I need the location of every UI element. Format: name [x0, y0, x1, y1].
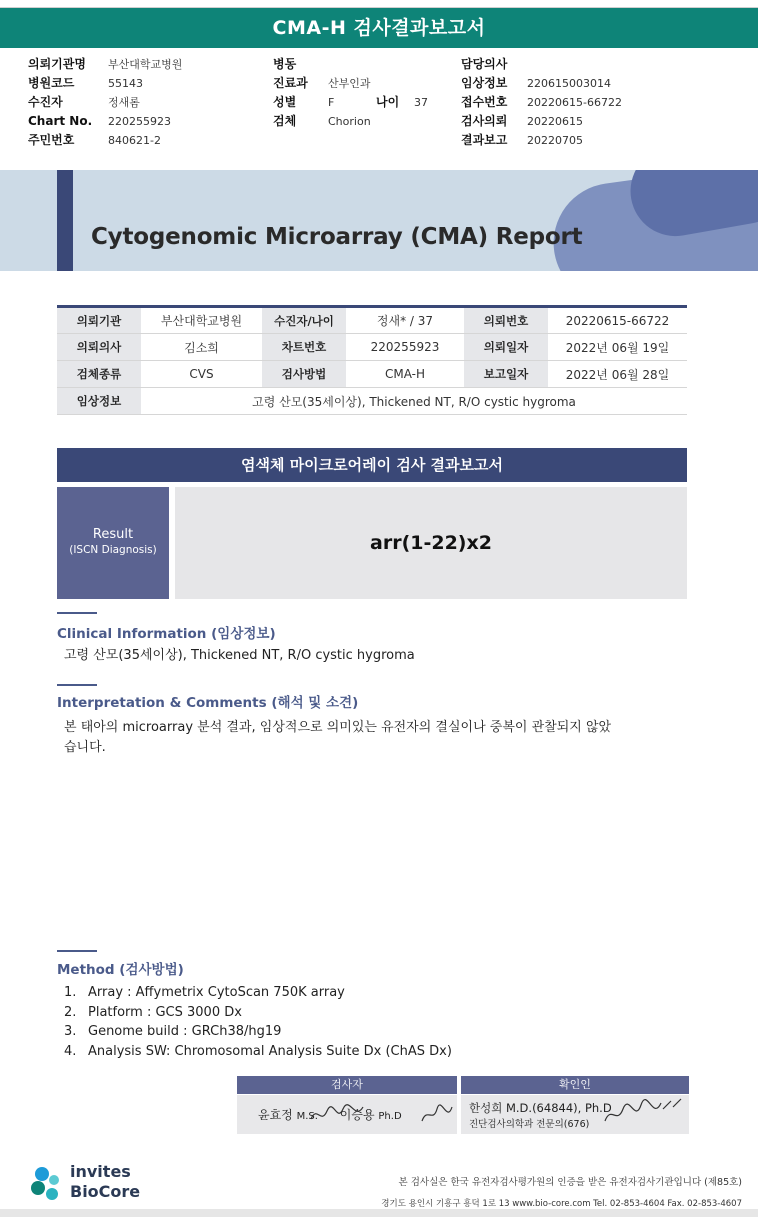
field-label: 주민번호	[28, 133, 75, 147]
table-row	[57, 361, 687, 388]
handwritten-signature	[307, 1101, 367, 1129]
list-text: Platform : GCS 3000 Dx	[88, 1004, 242, 1020]
field-value: 정새롬	[108, 96, 140, 109]
result-value: arr(1-22)x2	[175, 487, 687, 599]
footer-address: 경기도 용인시 기흥구 흥덕 1로 13 www.bio-core.com Tel. 02-853-4604 Fax. 02-853-4607	[381, 1199, 742, 1209]
table-cell: 2022년 06월 28일	[548, 361, 687, 388]
list-item	[64, 1003, 452, 1023]
table-cell: 고령 산모(35세이상), Thickened NT, R/O cystic hygroma	[141, 388, 687, 415]
list-item	[64, 1042, 452, 1062]
result-label-box	[57, 487, 169, 599]
section-divider	[57, 950, 97, 952]
table-label: 의뢰기관	[57, 307, 141, 334]
section-divider	[57, 612, 97, 614]
field-value: 840621-2	[108, 134, 161, 147]
top-border	[0, 0, 758, 8]
request-info-table	[57, 305, 687, 415]
method-list	[64, 983, 452, 1061]
tester-degree: Ph.D	[378, 1111, 402, 1122]
table-row	[57, 334, 687, 361]
field-value: 20220615-66722	[527, 96, 622, 109]
table-cell: 부산대학교병원	[141, 307, 262, 334]
table-label: 수진자/나이	[262, 307, 346, 334]
field-value: 220615003014	[527, 77, 611, 90]
field-value: 산부인과	[328, 77, 371, 90]
document-title: CMA-H 검사결과보고서	[0, 8, 758, 48]
interpretation-heading: Interpretation & Comments (해석 및 소견)	[57, 695, 359, 711]
table-label: 의뢰번호	[464, 307, 548, 334]
field-label: 임상정보	[461, 76, 508, 90]
field-label: 병원코드	[28, 76, 75, 90]
field-value: 37	[414, 96, 428, 109]
logo-text: BioCore	[70, 1182, 141, 1201]
table-row	[57, 388, 687, 415]
list-number: 2.	[64, 1004, 77, 1020]
field-label: 진료과	[273, 76, 308, 90]
footer-certification: 본 검사실은 한국 유전자검사평가원의 인증을 받은 유전자검사기관입니다 (제85호)	[398, 1177, 742, 1188]
confirmer-name: 한성희 M.D.(64844), Ph.D	[469, 1101, 612, 1115]
logo-icon	[28, 1164, 68, 1204]
header-col-1	[28, 55, 182, 150]
banner-accent-bar	[57, 170, 73, 271]
field-value: 20220615	[527, 115, 583, 128]
tester-name: 이승용	[339, 1108, 375, 1122]
tester-cell	[237, 1095, 457, 1134]
list-number: 3.	[64, 1024, 77, 1039]
field-label: Chart No.	[28, 114, 93, 128]
table-cell: 220255923	[346, 334, 464, 361]
field-value: 55143	[108, 77, 143, 90]
list-text: Genome build : GRCh38/hg19	[88, 1024, 282, 1039]
tester-header: 검사자	[237, 1076, 457, 1094]
table-label: 의뢰일자	[464, 334, 548, 361]
handwritten-signature	[419, 1101, 455, 1129]
confirmer-cell	[461, 1095, 689, 1134]
list-text: Analysis SW: Chromosomal Analysis Suite Dx (ChAS Dx)	[88, 1043, 452, 1059]
handwritten-signature	[601, 1095, 687, 1129]
tester-name: 윤효정	[258, 1108, 293, 1122]
method-heading: Method (검사방법)	[57, 962, 184, 978]
field-label: 접수번호	[461, 95, 508, 109]
table-label: 임상정보	[57, 388, 141, 415]
confirmer-header: 확인인	[461, 1076, 689, 1094]
section-divider	[57, 684, 97, 686]
field-value: 220255923	[108, 115, 171, 128]
field-label: 성별	[273, 95, 297, 109]
table-label: 차트번호	[262, 334, 346, 361]
field-label: 검체	[273, 114, 297, 128]
table-cell: 정새* / 37	[346, 307, 464, 334]
field-label: 담당의사	[461, 57, 508, 71]
field-label: 결과보고	[461, 133, 508, 147]
interpretation-line: 본 태아의 microarray 분석 결과, 임상적으로 의미있는 유전자의 결실이나 중복이 관찰되지 않았	[64, 720, 612, 735]
report-banner	[0, 170, 758, 271]
table-label: 의뢰의사	[57, 334, 141, 361]
confirmer-title: 진단검사의학과 전문의(676)	[469, 1119, 590, 1130]
clinical-heading: Clinical Information (임상정보)	[57, 626, 276, 642]
header-col-3	[461, 55, 622, 150]
interpretation-text	[64, 718, 611, 758]
list-item	[64, 1022, 452, 1042]
table-cell: 20220615-66722	[548, 307, 687, 334]
table-label: 검사방법	[262, 361, 346, 388]
field-label: 나이	[376, 95, 400, 109]
list-item	[64, 983, 452, 1003]
clinical-text: 고령 산모(35세이상), Thickened NT, R/O cystic hygroma	[64, 648, 415, 663]
table-label: 보고일자	[464, 361, 548, 388]
bottom-border	[0, 1209, 758, 1217]
table-cell: 김소희	[141, 334, 262, 361]
field-label: 병동	[273, 57, 297, 71]
list-text: Array : Affymetrix CytoScan 750K array	[88, 985, 345, 1000]
tester-degree: M.S.	[296, 1111, 318, 1122]
interpretation-line: 습니다.	[64, 740, 106, 755]
result-label: Result	[92, 527, 134, 542]
field-value: 20220705	[527, 134, 583, 147]
logo-text: invites	[70, 1162, 131, 1181]
list-number: 1.	[64, 985, 77, 1000]
field-label: 검사의뢰	[461, 114, 508, 128]
list-number: 4.	[64, 1043, 77, 1059]
signature-block	[237, 1076, 689, 1134]
table-row	[57, 307, 687, 334]
table-label: 검체종류	[57, 361, 141, 388]
header-col-2	[273, 55, 428, 131]
field-value: Chorion	[328, 115, 371, 128]
result-sublabel: (ISCN Diagnosis)	[69, 544, 157, 556]
table-cell: 2022년 06월 19일	[548, 334, 687, 361]
banner-title: Cytogenomic Microarray (CMA) Report	[91, 224, 583, 250]
table-cell: CMA-H	[346, 361, 464, 388]
field-value: F	[328, 96, 335, 109]
field-value: 부산대학교병원	[108, 58, 183, 71]
field-label: 의뢰기관명	[28, 57, 86, 71]
table-cell: CVS	[141, 361, 262, 388]
report-section-title: 염색체 마이크로어레이 검사 결과보고서	[57, 448, 687, 482]
field-label: 수진자	[28, 95, 63, 109]
